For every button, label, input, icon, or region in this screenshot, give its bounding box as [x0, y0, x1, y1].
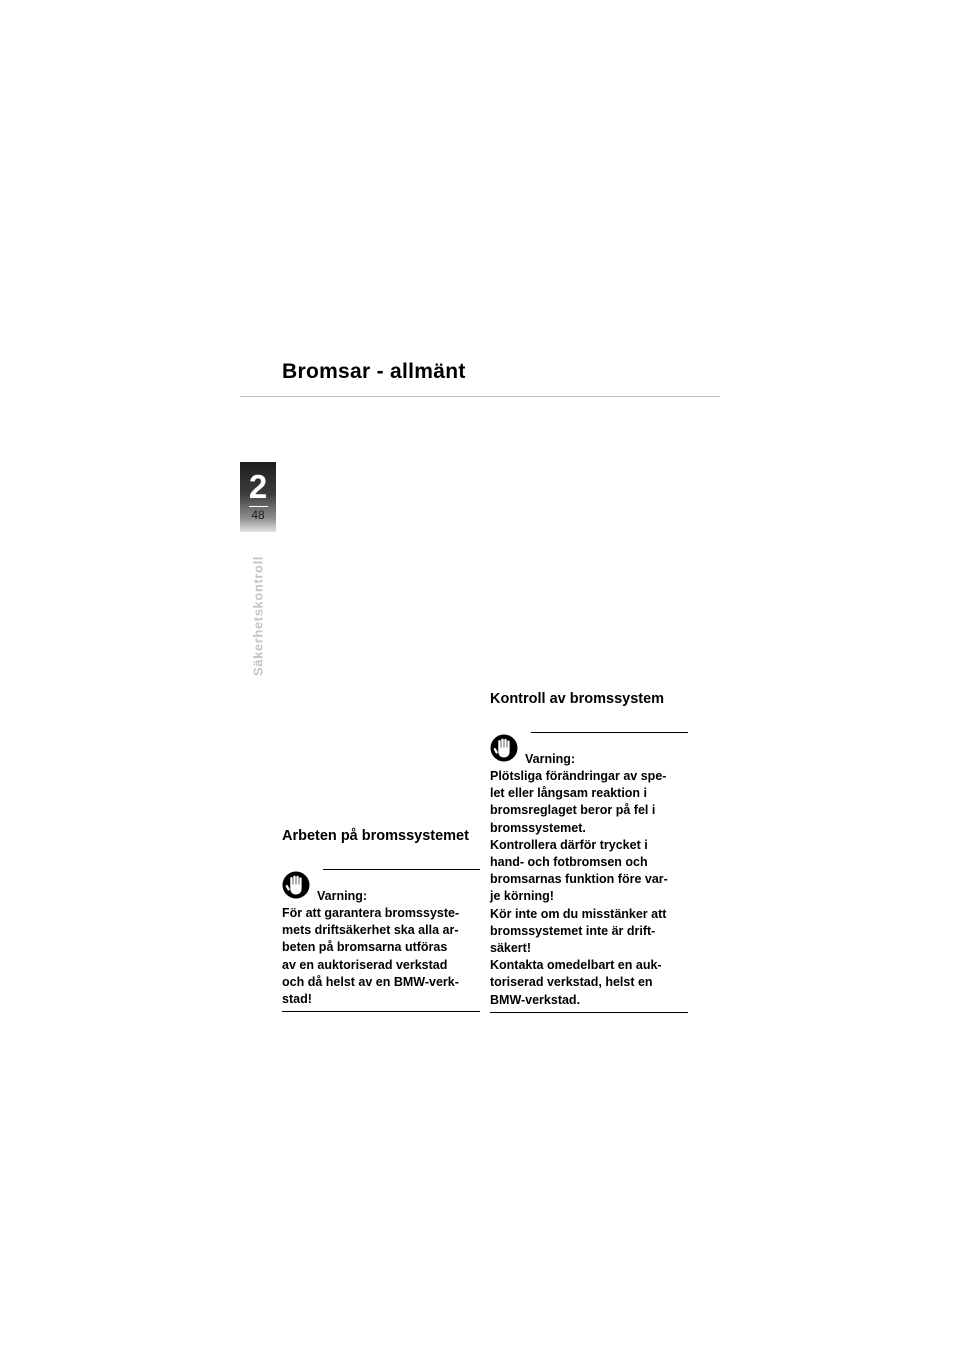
warning-line: mets driftsäkerhet ska alla ar- [282, 923, 459, 938]
warning-top-rule [531, 732, 688, 733]
warning-label: Varning: [317, 889, 368, 903]
warning-line: Plötsliga förändringar av spe- [490, 769, 667, 783]
warning-line: toriserad verkstad, helst en [490, 975, 653, 990]
warning-top-rule [323, 869, 480, 870]
warning-line: bromsarnas funktion före var- [490, 872, 668, 887]
warning-line: säkert! [490, 941, 531, 956]
warning-line: bromssystemet. [490, 820, 586, 835]
warning-bottom-rule [490, 1012, 688, 1013]
warning-line: je körning! [490, 889, 554, 904]
warning-line: och då helst av en BMW-verk- [282, 974, 459, 989]
page-number: 48 [251, 508, 265, 522]
warning-box [282, 869, 480, 1012]
chapter-number: 2 [248, 468, 268, 505]
stop-hand-icon [282, 871, 310, 899]
warning-bottom-rule [282, 1011, 480, 1012]
warning-label: Varning: [525, 752, 576, 766]
section-heading: Arbeten på bromssystemet [282, 828, 469, 844]
warning-line: beten på bromsarna utföras [282, 940, 448, 955]
warning-line: av en auktoriserad verkstad [282, 957, 448, 972]
warning-text [282, 905, 480, 1008]
warning-line: bromssystemet inte är drift- [490, 923, 656, 938]
chapter-divider [249, 506, 268, 507]
warning-line: bromsreglaget beror på fel i [490, 803, 656, 818]
warning-line: För att garantera bromssyste- [282, 906, 460, 920]
stop-hand-icon [490, 734, 518, 762]
warning-text [490, 768, 688, 1009]
title-rule [240, 396, 720, 397]
warning-line: Kontrollera därför trycket i [490, 837, 648, 852]
page-title: Bromsar - allmänt [282, 360, 466, 383]
warning-line: let eller långsam reaktion i [490, 786, 648, 801]
warning-line: hand- och fotbromsen och [490, 855, 648, 870]
warning-line: Kör inte om du misstänker att [490, 906, 667, 921]
warning-box [490, 732, 688, 1013]
section-heading: Kontroll av bromssystem [490, 691, 665, 707]
warning-line: BMW-verkstad. [490, 992, 581, 1007]
warning-line: stad! [282, 992, 312, 1007]
warning-line: Kontakta omedelbart en auk- [490, 958, 662, 973]
side-section-label: Säkerhetskontroll [250, 555, 266, 677]
